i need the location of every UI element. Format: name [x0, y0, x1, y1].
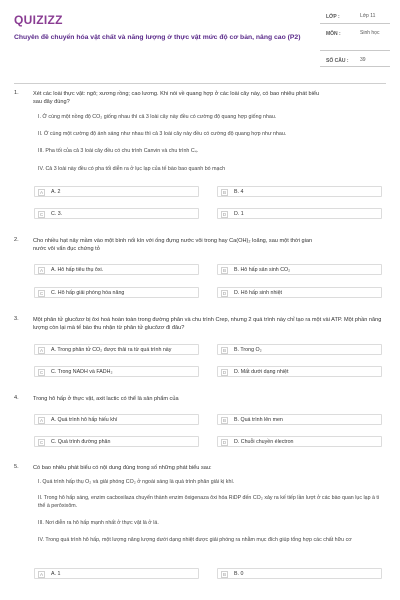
option-letter: A	[39, 267, 44, 273]
option-c[interactable]	[34, 287, 199, 298]
option-text: A. Hô hấp tiêu thụ ôxi.	[51, 267, 104, 274]
option-text: C. Quá trình đường phân	[51, 439, 111, 446]
option-d[interactable]	[217, 287, 382, 298]
option-text: C. Trong NADH và FADH₂	[51, 369, 113, 376]
option-letter: C	[39, 290, 44, 296]
question-text: Một phân tử glucôzơ bị ôxi hoá hoàn toàn trong đường phân và chu trình Crep, nhưng 2 quá trình này chỉ tạo ra một vài ATP. Một phần năng lượng còn lại mà tế bào thu nhận từ phân tử glucôzơ đi đâu?	[33, 317, 382, 332]
option-a[interactable]	[34, 568, 199, 579]
worksheet-header	[0, 0, 400, 76]
question-text: Cho nhiều hạt nảy mầm vào một bình nối kín với ống đựng nước vôi trong hay Ca(OH)₂ loãng, sau một thời gian nước vôi vẩn đục chứng tỏ	[33, 238, 313, 253]
option-d[interactable]	[217, 436, 382, 447]
meta-count-value: 39	[360, 57, 366, 63]
option-text: B. 4	[234, 189, 244, 196]
option-letter: A	[39, 347, 44, 353]
question-text: Có bao nhiêu phát biểu có nội dung đúng trong số những phát biểu sau:	[33, 465, 212, 471]
option-letter: D	[222, 439, 227, 445]
question-number: 2.	[14, 237, 19, 243]
meta-class-label: LỚP :	[326, 14, 340, 20]
option-letter: B	[222, 347, 227, 353]
option-letter: B	[222, 267, 227, 273]
option-letter: D	[222, 369, 227, 375]
option-b[interactable]	[217, 568, 382, 579]
option-d[interactable]	[217, 208, 382, 219]
option-text: D. Hô hấp sinh nhiệt	[234, 290, 282, 297]
question-number: 1.	[14, 90, 19, 96]
option-a[interactable]	[34, 414, 199, 425]
option-letter: C	[39, 439, 44, 445]
option-letter: C	[39, 211, 44, 217]
header-divider	[14, 83, 386, 84]
meta-count-label: SỐ CÂU :	[326, 58, 349, 64]
statement: I. Ở cùng một nồng độ CO₂ giống nhau thì cả 3 loài cây này đều có cường độ quang hợp giống nhau.	[38, 114, 277, 120]
option-text: B. 0	[234, 571, 244, 578]
meta-subject-label: MÔN :	[326, 31, 341, 37]
statement: I. Quá trình hấp thụ O₂ và giải phóng CO₂ ở ngoài sáng là quá trình phân giải kị khí.	[38, 479, 235, 485]
option-letter: B	[222, 417, 227, 423]
option-a[interactable]	[34, 344, 199, 355]
meta-count-row	[320, 54, 390, 67]
option-letter: B	[222, 189, 227, 195]
question-number: 3.	[14, 316, 19, 322]
option-text: D. 1	[234, 211, 244, 218]
option-a[interactable]	[34, 186, 199, 197]
option-letter: D	[222, 290, 227, 296]
question-number: 5.	[14, 464, 19, 470]
option-b[interactable]	[217, 264, 382, 275]
option-b[interactable]	[217, 186, 382, 197]
option-a[interactable]	[34, 264, 199, 275]
option-text: C. Hô hấp giải phóng hóa năng	[51, 290, 125, 297]
option-c[interactable]	[34, 366, 199, 377]
statement: IV. Cả 3 loài này đều có pha tối diễn ra ở lục lạp của tế bào bao quanh bó mạch	[38, 166, 226, 172]
question-text: Trong hô hấp ở thực vật, axit lactic có thể là sản phẩm của	[33, 396, 179, 402]
option-letter: A	[39, 189, 44, 195]
option-text: D. Mất dưới dạng nhiệt	[234, 369, 289, 376]
option-c[interactable]	[34, 436, 199, 447]
page-title: Chuyên đề chuyển hóa vật chất và năng lượng ở thực vật mức độ cơ bản, nâng cao (P2)	[14, 34, 301, 41]
statement: II. Trong hô hấp sáng, enzim cacboxilaza chuyển thành enzim ôxigenaza ôxi hóa RiDP đến CO₂ xảy ra kế tiếp lần lượt ở các bào quan lục lạp à ti thể à perôxixôm.	[38, 495, 380, 509]
meta-class-value: Lớp 11	[360, 13, 376, 19]
option-c[interactable]	[34, 208, 199, 219]
question-text: Xét các loài thực vật: ngô; xương rồng; cao lương. Khi nói về quang hợp ở các loài cây này, có bao nhiêu phát biểu sau đây đúng?	[33, 91, 320, 106]
option-text: C. 3.	[51, 211, 63, 218]
quizizz-logo: QUIZIZZ	[14, 13, 63, 27]
meta-class-row	[320, 10, 390, 24]
option-text: A. Trong phân tử CO₂ được thải ra từ quá trình này	[51, 347, 172, 354]
option-letter: C	[39, 369, 44, 375]
option-text: B. Hô hấp sản sinh CO₂	[234, 267, 291, 274]
meta-subject-row	[320, 27, 390, 51]
question-number: 4.	[14, 395, 19, 401]
statement: IV. Trong quá trình hô hấp, một lượng năng lượng dưới dạng nhiệt được giải phóng ra nhằm mục đích giúp tổng hợp các chất hữu cơ	[38, 537, 352, 543]
option-text: D. Chuỗi chuyền électron	[234, 439, 294, 446]
statement: II. Ở cùng một cường độ ánh sáng như nhau thì cả 3 loài cây này đều có cường độ quang hợp như nhau.	[38, 131, 287, 137]
option-letter: D	[222, 211, 227, 217]
option-text: A. 1	[51, 571, 61, 578]
option-text: A. 2	[51, 189, 61, 196]
option-letter: B	[222, 571, 227, 577]
option-letter: A	[39, 417, 44, 423]
option-d[interactable]	[217, 366, 382, 377]
option-text: A. Quá trình hô hấp hiếu khí	[51, 417, 118, 424]
option-letter: A	[39, 571, 44, 577]
statement: III. Nơi diễn ra hô hấp mạnh nhất ở thực vật là ở lá.	[38, 520, 159, 526]
option-b[interactable]	[217, 414, 382, 425]
option-text: B. Trong O₂	[234, 347, 262, 354]
meta-subject-value: Sinh học	[360, 30, 380, 36]
option-text: B. Quá trình lên men	[234, 417, 283, 424]
option-b[interactable]	[217, 344, 382, 355]
statement: III. Pha tối của cả 3 loài cây đều có chu trình Canvin và chu trình C₄.	[38, 148, 199, 154]
